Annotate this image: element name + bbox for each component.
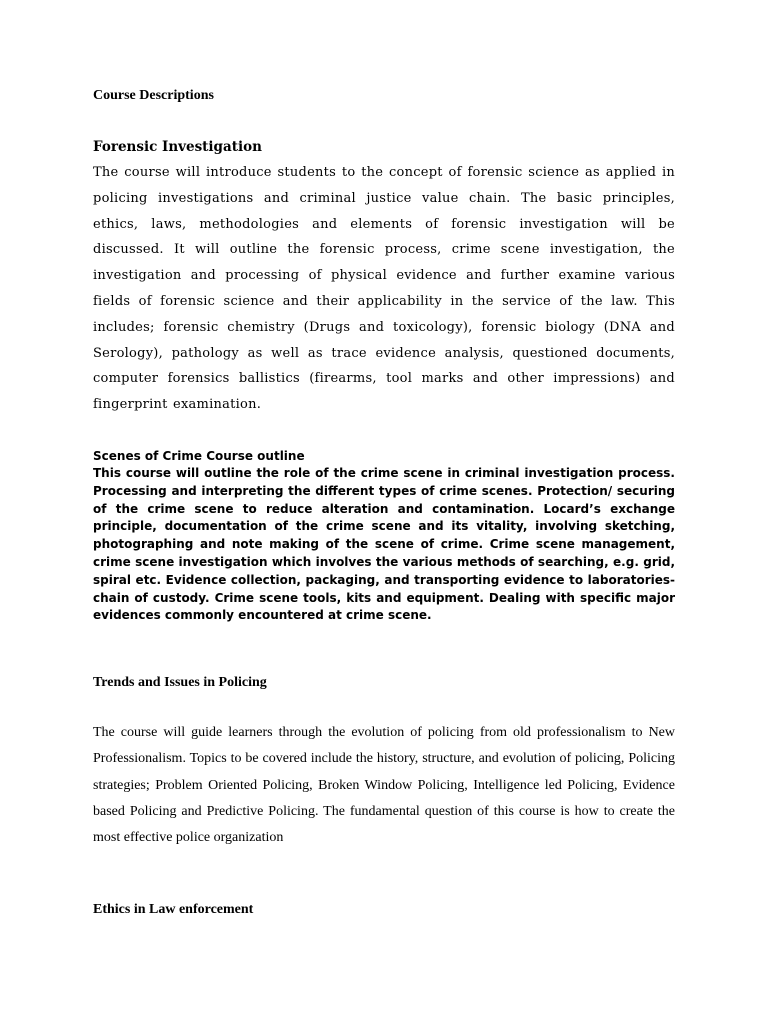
section-scenes-of-crime [93,448,675,625]
section-forensic-investigation [93,137,675,418]
section-title-forensic: Forensic Investigation [93,139,262,155]
section-title-ethics: Ethics in Law enforcement [93,902,254,917]
section-title-trends: Trends and Issues in Policing [93,675,267,690]
document-heading: Course Descriptions [93,88,214,103]
section-body-trends: The course will guide learners through the evolution of policing from old professionalism to New Professionalism. Topics to be covered include the history, structure, and evolution of policing, Policing strategies; Problem Oriented Policing, Broken Window Policing, Intelligence led Policing, Evidence based Policing and Predictive Policing. The fundamental question of this course is how to create the most effective police organization [93,725,675,846]
section-title-scenes: Scenes of Crime Course outline [93,449,305,463]
section-body-scenes: This course will outline the role of the crime scene in criminal investigation process. Processing and interpreting the different types of crime scenes. Protection/ securing of the crime scene to reduce alteration and contamination. Locard’s exchange principle, documentation of the crime scene and its vitality, involving sketching, photographing and note making of the scene of crime. Crime scene management, crime scene investigation which involves the various methods of searching, e.g. grid, spiral etc. Evidence collection, packaging, and transporting evidence to laboratories-chain of custody. Crime scene tools, kits and equipment. Dealing with specific major evidences commonly encountered at crime scene. [93,466,675,623]
section-body-forensic: The course will introduce students to the concept of forensic science as applied in policing investigations and criminal justice value chain. The basic principles, ethics, laws, methodologies and elements of forensic investigation will be discussed. It will outline the forensic process, crime scene investigation, the investigation and processing of physical evidence and further examine various fields of forensic science and their applicability in the service of the law. This includes; forensic chemistry (Drugs and toxicology), forensic biology (DNA and Serology), pathology as well as trace evidence analysis, questioned documents, computer forensics ballistics (firearms, tool marks and other impressions) and fingerprint examination. [93,165,675,413]
